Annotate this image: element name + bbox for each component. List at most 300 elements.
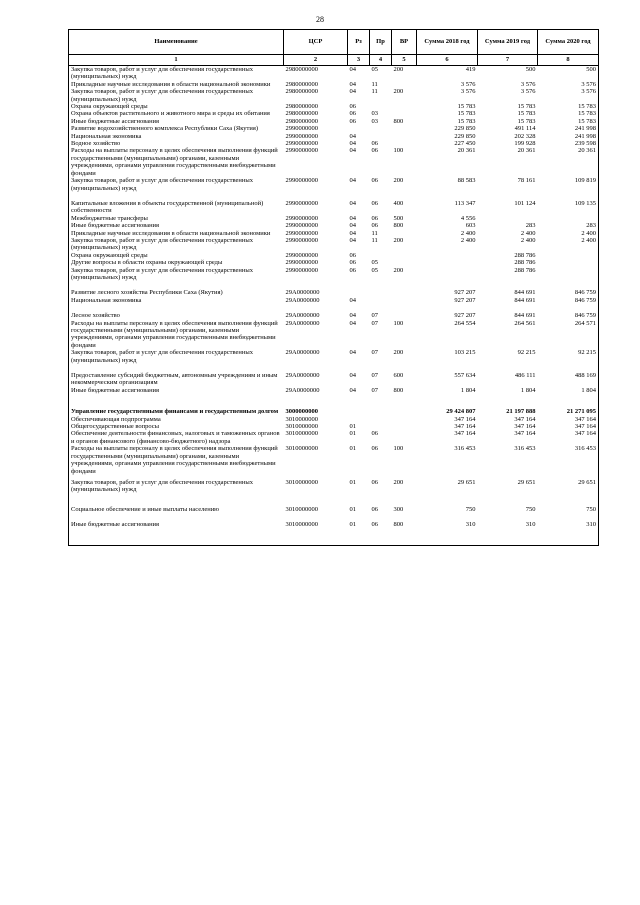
- row-sum-2019: 347 164: [514, 423, 536, 431]
- row-sum-2018: 2 400: [460, 236, 476, 244]
- row-vr: [392, 297, 417, 312]
- row-sum-2020: 1 804: [538, 387, 599, 408]
- row-name: Иные бюджетные ассигнования: [69, 521, 284, 545]
- row-sum-2020: 3 576: [538, 81, 599, 88]
- row-csr: 3010000000: [285, 478, 318, 486]
- row-pr: 06: [371, 214, 378, 222]
- table-row: [69, 423, 599, 430]
- row-sum-2020: 347 164: [538, 423, 599, 430]
- row-sum-2019: [478, 215, 538, 222]
- row-rz: 04: [349, 319, 356, 327]
- row-sum-2019: 2 400: [520, 229, 536, 237]
- column-number: 1: [69, 55, 284, 66]
- row-vr: [392, 110, 417, 117]
- row-sum-2018: 29 424 807: [446, 408, 476, 416]
- table-row: [69, 88, 599, 103]
- column-number: 4: [370, 55, 392, 66]
- table-row: [69, 372, 599, 387]
- row-csr: 29А0000000: [285, 372, 320, 380]
- row-csr: 2990000000: [285, 147, 318, 155]
- row-sum-2018: 88 583: [457, 177, 476, 185]
- row-vr: [392, 81, 417, 88]
- row-csr: 2990000000: [285, 199, 318, 207]
- row-sum-2020: 488 169: [538, 372, 599, 387]
- row-vr: [392, 230, 417, 237]
- row-csr: 2990000000: [285, 266, 318, 274]
- row-sum-2018: 419: [465, 66, 476, 73]
- row-csr: 3010000000: [285, 430, 318, 438]
- row-rz: 04: [349, 147, 356, 155]
- row-vr: 200: [393, 236, 404, 244]
- row-rz: 04: [349, 349, 356, 357]
- row-sum-2018: 15 783: [457, 117, 476, 125]
- table-row: [69, 140, 599, 147]
- row-pr: 05: [371, 66, 378, 73]
- row-pr: 06: [371, 140, 378, 148]
- row-rz: 01: [348, 521, 370, 545]
- row-vr: 200: [393, 478, 404, 486]
- table-row: [69, 387, 599, 408]
- row-rz: 04: [349, 312, 356, 320]
- row-vr: 200: [393, 88, 404, 96]
- row-csr: 2980000000: [285, 103, 318, 111]
- row-sum-2018: 603: [465, 222, 476, 230]
- row-name: Иные бюджетные ассигнования: [69, 387, 284, 408]
- row-sum-2018: 229 850: [454, 125, 476, 133]
- row-sum-2018: 20 361: [457, 147, 476, 155]
- row-csr: 2990000000: [285, 251, 318, 259]
- row-sum-2018: 3 576: [460, 80, 476, 88]
- row-csr: 3000000000: [285, 408, 318, 416]
- table-row: [69, 133, 599, 140]
- column-number: 7: [478, 55, 538, 66]
- row-sum-2020: 750: [538, 506, 599, 521]
- row-name: Охрана объектов растительного и животного мира и среды их обитания: [69, 110, 284, 117]
- row-csr: 2990000000: [285, 222, 318, 230]
- row-rz: 04: [349, 386, 356, 394]
- row-sum-2019: 202 328: [514, 132, 536, 140]
- row-name: Предоставление субсидий бюджетным, автономным учреждениям и иным некоммерческим организациям: [69, 372, 284, 387]
- row-pr: [370, 289, 392, 296]
- row-vr: [392, 408, 417, 415]
- row-sum-2019: 78 161: [517, 177, 536, 185]
- row-sum-2018: 927 207: [454, 296, 476, 304]
- row-sum-2018: 1 804: [460, 386, 476, 394]
- row-sum-2020: 239 598: [538, 140, 599, 147]
- row-csr: 29А0000000: [285, 386, 320, 394]
- row-sum-2019: 347 164: [514, 415, 536, 423]
- row-name: Обеспечение деятельности финансовых, налоговых и таможенных органов и органов финансового (финансово-бюджетного) надзора: [69, 430, 284, 445]
- column-number: 2: [284, 55, 348, 66]
- row-csr: 29А0000000: [285, 349, 320, 357]
- column-number: 6: [417, 55, 478, 66]
- table-row: [69, 479, 599, 506]
- row-rz: 04: [349, 229, 356, 237]
- row-rz: 06: [349, 259, 356, 267]
- row-sum-2019: 491 114: [514, 125, 536, 133]
- row-sum-2019: 288 786: [514, 259, 536, 267]
- row-sum-2019: 288 786: [514, 266, 536, 274]
- row-csr: 29А0000000: [285, 312, 320, 320]
- row-name: Другие вопросы в области охраны окружающей среды: [69, 259, 284, 266]
- row-vr: [392, 125, 417, 132]
- table-row: [69, 416, 599, 423]
- row-pr: [370, 408, 392, 415]
- row-sum-2020: 846 759: [538, 289, 599, 296]
- row-sum-2018: 15 783: [457, 110, 476, 118]
- row-name: Национальная экономика: [69, 297, 284, 312]
- row-pr: 07: [371, 386, 378, 394]
- row-csr: 2980000000: [285, 80, 318, 88]
- row-csr: 2990000000: [285, 177, 318, 185]
- row-name: Социальное обеспечение и иные выплаты населению: [69, 506, 284, 521]
- row-rz: 01: [349, 423, 356, 431]
- row-name: Управление государственными финансами и государственным долгом: [69, 408, 284, 415]
- row-sum-2019: 750: [525, 505, 536, 513]
- row-sum-2020: 264 571: [538, 320, 599, 350]
- row-csr: 29А0000000: [285, 319, 320, 327]
- row-csr: 29А0000000: [285, 296, 320, 304]
- row-pr: [370, 423, 392, 430]
- row-pr: [370, 133, 392, 140]
- row-sum-2018: 227 450: [454, 140, 476, 148]
- row-csr: 2980000000: [285, 66, 318, 73]
- row-sum-2020: 20 361: [538, 147, 599, 177]
- row-name: Прикладные научные исследования в области национальной экономики: [69, 230, 284, 237]
- row-sum-2018: 927 207: [454, 289, 476, 297]
- header-pr: Пр: [370, 30, 392, 55]
- row-name: Национальная экономика: [69, 133, 284, 140]
- row-sum-2019: 844 691: [514, 296, 536, 304]
- row-sum-2019: 316 453: [514, 445, 536, 453]
- row-name: Развитие лесного хозяйства Республики Саха (Якутия): [69, 289, 284, 296]
- row-rz: 01: [349, 445, 356, 453]
- row-sum-2020: [538, 215, 599, 222]
- row-sum-2019: 3 576: [520, 80, 536, 88]
- row-pr: 11: [371, 236, 378, 244]
- row-sum-2020: 15 783: [538, 118, 599, 125]
- row-sum-2020: 347 164: [538, 430, 599, 445]
- budget-table: [68, 29, 599, 546]
- row-csr: 2980000000: [285, 117, 318, 125]
- table-row: [69, 147, 599, 177]
- row-pr: 06: [371, 430, 378, 438]
- row-pr: 06: [371, 505, 378, 513]
- row-sum-2018: 316 453: [454, 445, 476, 453]
- row-name: Межбюджетные трансферы: [69, 215, 284, 222]
- row-sum-2020: [538, 267, 599, 290]
- header-name: Наименование: [69, 30, 284, 55]
- row-rz: 04: [349, 214, 356, 222]
- row-sum-2018: 347 164: [454, 415, 476, 423]
- row-vr: [392, 140, 417, 147]
- row-sum-2018: 347 164: [454, 423, 476, 431]
- row-vr: [392, 430, 417, 445]
- row-vr: 800: [392, 521, 417, 545]
- table-row: [69, 103, 599, 110]
- row-sum-2019: 486 111: [514, 372, 536, 380]
- row-vr: 800: [393, 117, 404, 125]
- row-rz: 04: [349, 140, 356, 148]
- row-pr: 06: [370, 521, 392, 545]
- column-number: 8: [538, 55, 599, 66]
- table-row: [69, 177, 599, 200]
- row-name: Водное хозяйство: [69, 140, 284, 147]
- row-pr: 06: [371, 147, 378, 155]
- row-vr: 800: [393, 386, 404, 394]
- row-csr: 29А0000000: [285, 289, 320, 297]
- row-sum-2020: 15 783: [538, 110, 599, 117]
- row-rz: 04: [349, 236, 356, 244]
- row-rz: 04: [349, 177, 356, 185]
- table-header-row: [69, 30, 599, 55]
- row-sum-2020: 316 453: [538, 445, 599, 479]
- row-sum-2018: 310: [417, 521, 478, 545]
- row-sum-2019: 264 561: [514, 319, 536, 327]
- row-name: Обеспечивающая подпрограмма: [69, 416, 284, 423]
- row-pr: [370, 103, 392, 110]
- row-pr: [370, 125, 392, 132]
- table-row: [69, 506, 599, 521]
- row-sum-2020: 15 783: [538, 103, 599, 110]
- row-rz: 06: [349, 117, 356, 125]
- row-sum-2019: 15 783: [517, 103, 536, 111]
- row-rz: 04: [349, 199, 356, 207]
- row-vr: 200: [393, 66, 404, 73]
- row-sum-2019: 15 783: [517, 117, 536, 125]
- row-pr: 06: [371, 177, 378, 185]
- row-csr: 2990000000: [285, 125, 318, 133]
- row-sum-2019: 283: [525, 222, 536, 230]
- row-sum-2020: 846 759: [538, 297, 599, 312]
- table-row: [69, 237, 599, 252]
- table-row: [69, 222, 599, 229]
- row-pr: [370, 416, 392, 423]
- column-numbers-row: [69, 55, 599, 66]
- row-sum-2020: 92 215: [538, 349, 599, 372]
- row-vr: 300: [393, 505, 404, 513]
- table-row: [69, 110, 599, 117]
- table-body: [69, 66, 599, 546]
- row-csr: 3010000000: [284, 521, 348, 545]
- table-row: [69, 200, 599, 215]
- row-rz: 04: [349, 88, 356, 96]
- row-pr: 11: [371, 80, 378, 88]
- row-name: Закупка товаров, работ и услуг для обеспечения государственных (муниципальных) нужд: [69, 479, 284, 506]
- row-pr: 06: [371, 199, 378, 207]
- row-rz: [348, 408, 370, 415]
- row-rz: 04: [349, 132, 356, 140]
- row-sum-2020: 846 759: [538, 312, 599, 319]
- row-csr: 2990000000: [285, 229, 318, 237]
- row-vr: 400: [393, 199, 404, 207]
- row-sum-2018: [417, 252, 478, 259]
- table-row: [69, 259, 599, 266]
- row-rz: 06: [349, 110, 356, 118]
- row-pr: 06: [371, 478, 378, 486]
- row-sum-2020: 347 164: [538, 416, 599, 423]
- row-sum-2019: 2 400: [520, 236, 536, 244]
- row-vr: [392, 259, 417, 266]
- row-name: Прикладные научные исследования в области национальной экономики: [69, 81, 284, 88]
- row-sum-2018: 113 347: [454, 199, 476, 207]
- row-csr: 2990000000: [285, 214, 318, 222]
- row-name: Расходы на выплаты персоналу в целях обеспечения выполнения функций государственными (муниципальными) органами, казенными учреждениями, органами управления государственными внебюджетными фондами: [69, 320, 284, 350]
- row-pr: [370, 252, 392, 259]
- row-csr: 2990000000: [285, 236, 318, 244]
- row-sum-2018: [417, 259, 478, 266]
- row-name: Иные бюджетные ассигнования: [69, 222, 284, 229]
- row-sum-2019: 844 691: [514, 312, 536, 320]
- row-vr: 200: [393, 349, 404, 357]
- row-sum-2018: 15 783: [457, 103, 476, 111]
- row-name: Развитие водохозяйственного комплекса Республики Саха (Якутия): [69, 125, 284, 132]
- row-rz: 04: [349, 66, 356, 73]
- row-rz: 06: [349, 251, 356, 259]
- row-sum-2019: 20 361: [517, 147, 536, 155]
- row-name: Закупка товаров, работ и услуг для обеспечения государственных (муниципальных) нужд: [69, 237, 284, 252]
- row-sum-2018: 103 215: [454, 349, 476, 357]
- row-vr: [392, 416, 417, 423]
- row-sum-2019: 844 691: [514, 289, 536, 297]
- row-vr: 100: [393, 319, 404, 327]
- table-row: [69, 408, 599, 415]
- row-pr: 11: [371, 229, 378, 237]
- row-vr: [392, 252, 417, 259]
- row-csr: 3010000000: [285, 423, 318, 431]
- column-number: 3: [348, 55, 370, 66]
- row-sum-2020: 21 271 095: [538, 408, 599, 415]
- row-sum-2020: 310: [538, 521, 599, 545]
- row-name: Закупка товаров, работ и услуг для обеспечения государственных (муниципальных) нужд: [69, 349, 284, 372]
- row-sum-2018: 4 556: [460, 214, 476, 222]
- table-row: [69, 349, 599, 372]
- row-vr: 800: [393, 222, 404, 230]
- row-sum-2020: 500: [538, 66, 599, 81]
- header-sum-2019: Сумма 2019 год: [478, 30, 538, 55]
- row-rz: 04: [349, 296, 356, 304]
- row-vr: 500: [393, 214, 404, 222]
- row-pr: 07: [371, 372, 378, 380]
- row-sum-2019: 199 928: [514, 140, 536, 148]
- row-pr: 03: [371, 117, 378, 125]
- row-vr: 100: [393, 147, 404, 155]
- row-name: Расходы на выплаты персоналу в целях обеспечения выполнения функций государственными (муниципальными) органами, казенными учреждениями, органами управления государственными внебюджетными фондами: [69, 445, 284, 479]
- row-csr: 2990000000: [285, 259, 318, 267]
- row-rz: 04: [349, 222, 356, 230]
- table-row: [69, 320, 599, 350]
- row-name: Расходы на выплаты персоналу в целях обеспечения выполнения функций государственными (муниципальными) органами, казенными учреждениями, органами управления государственными внебюджетными фондами: [69, 147, 284, 177]
- row-name: Закупка товаров, работ и услуг для обеспечения государственных (муниципальных) нужд: [69, 267, 284, 290]
- row-pr: 07: [371, 312, 378, 320]
- row-sum-2018: 3 576: [460, 88, 476, 96]
- row-csr: 2980000000: [285, 88, 318, 96]
- row-rz: 06: [349, 266, 356, 274]
- row-csr: 2990000000: [285, 140, 318, 148]
- row-rz: 06: [349, 103, 356, 111]
- row-sum-2020: [538, 252, 599, 259]
- row-csr: 3010000000: [285, 415, 318, 423]
- row-sum-2018: 750: [465, 505, 476, 513]
- row-vr: [392, 133, 417, 140]
- row-sum-2020: 241 998: [538, 133, 599, 140]
- row-sum-2018: 927 207: [454, 312, 476, 320]
- row-sum-2018: 2 400: [460, 229, 476, 237]
- row-sum-2019: 288 786: [514, 251, 536, 259]
- row-sum-2019: 1 804: [520, 386, 536, 394]
- row-sum-2020: 241 998: [538, 125, 599, 132]
- row-sum-2020: 283: [538, 222, 599, 229]
- row-sum-2019: 21 197 888: [506, 408, 536, 416]
- row-sum-2018: 29 651: [457, 478, 476, 486]
- header-rz: Рз: [348, 30, 370, 55]
- table-row: [69, 215, 599, 222]
- row-name: Иные бюджетные ассигнования: [69, 118, 284, 125]
- row-csr: 3010000000: [285, 445, 318, 453]
- row-rz: 04: [349, 372, 356, 380]
- row-vr: 200: [393, 177, 404, 185]
- row-sum-2020: 109 819: [538, 177, 599, 200]
- header-sum-2018: Сумма 2018 год: [417, 30, 478, 55]
- row-rz: 01: [349, 478, 356, 486]
- table-row: [69, 267, 599, 290]
- row-sum-2018: 557 634: [454, 372, 476, 380]
- table-row: [69, 252, 599, 259]
- row-sum-2020: 2 400: [538, 237, 599, 252]
- row-vr: [392, 312, 417, 319]
- row-sum-2019: 92 215: [517, 349, 536, 357]
- column-number: 5: [392, 55, 417, 66]
- row-name: Лесное хозяйство: [69, 312, 284, 319]
- table-row: [69, 81, 599, 88]
- row-sum-2020: 109 135: [538, 200, 599, 215]
- table-row: [69, 430, 599, 445]
- table-row: [69, 66, 599, 81]
- table-row: [69, 230, 599, 237]
- row-name: Закупка товаров, работ и услуг для обеспечения государственных (муниципальных) нужд: [69, 66, 284, 81]
- table-row: [69, 289, 599, 296]
- row-rz: [348, 416, 370, 423]
- row-vr: 100: [393, 445, 404, 453]
- row-name: Общегосударственные вопросы: [69, 423, 284, 430]
- row-sum-2018: [417, 267, 478, 290]
- row-sum-2020: 3 576: [538, 88, 599, 103]
- row-rz: 01: [349, 505, 356, 513]
- row-sum-2018: 264 554: [454, 319, 476, 327]
- row-rz: [348, 125, 370, 132]
- table-row: [69, 312, 599, 319]
- row-sum-2018: 347 164: [454, 430, 476, 438]
- row-csr: 2990000000: [285, 132, 318, 140]
- row-pr: 05: [371, 266, 378, 274]
- row-sum-2019: 15 783: [517, 110, 536, 118]
- row-csr: 3010000000: [285, 505, 318, 513]
- row-sum-2019: 29 651: [517, 478, 536, 486]
- row-pr: [370, 297, 392, 312]
- row-pr: 03: [371, 110, 378, 118]
- table-row: [69, 445, 599, 479]
- row-rz: [348, 289, 370, 296]
- row-sum-2019: 347 164: [514, 430, 536, 438]
- header-sum-2020: Сумма 2020 год: [538, 30, 599, 55]
- row-name: Охрана окружающей среды: [69, 252, 284, 259]
- header-csr: ЦСР: [284, 30, 348, 55]
- row-pr: 06: [371, 222, 378, 230]
- row-name: Закупка товаров, работ и услуг для обеспечения государственных (муниципальных) нужд: [69, 177, 284, 200]
- row-name: Капитальные вложения в объекты государственной (муниципальной) собственности: [69, 200, 284, 215]
- row-sum-2019: 310: [478, 521, 538, 545]
- row-pr: 06: [371, 445, 378, 453]
